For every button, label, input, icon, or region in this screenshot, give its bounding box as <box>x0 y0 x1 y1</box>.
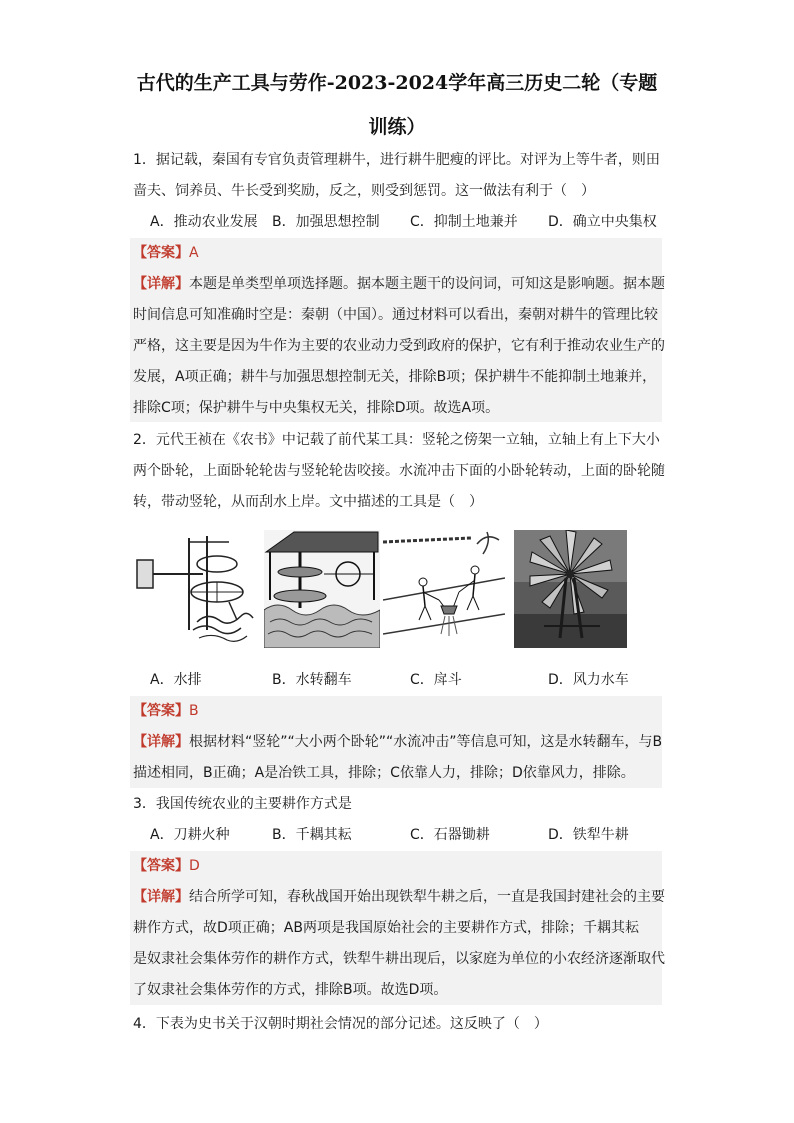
q3-explain-line-4: 了奴隶社会集体劳作的方式，排除B项。故选D项。 <box>133 982 448 998</box>
q1-answer <box>133 243 663 263</box>
q2-explain-text-1: 根据材料“竖轮”“大小两个卧轮”“水流冲击”等信息可知，这是水转翻车，与B <box>189 734 663 750</box>
q2-answer-block <box>130 696 662 788</box>
q1-option-a: A．推动农业发展 <box>150 214 258 230</box>
q2-stem-line-1: 2．元代王祯在《农书》中记载了前代某工具：竖轮之傍架一立轴，立轴上有上下大小 <box>133 432 660 448</box>
q2-stem-line-2: 两个卧轮，上面卧轮轮齿与竖轮轮齿咬接。水流冲击下面的小卧轮转动，上面的卧轮随 <box>133 463 665 479</box>
q2-option-c: C．戽斗 <box>410 672 462 688</box>
figure-scoop-bucket <box>383 530 505 648</box>
q1-explain-text-1: 本题是单类型单项选择题。据本题主题干的设问词，可知这是影响题。据本题 <box>189 276 665 292</box>
q3-options <box>150 825 670 845</box>
q2-explain-line-2: 描述相同，B正确；A是冶铁工具，排除；C依靠人力，排除；D依靠风力，排除。 <box>133 765 635 781</box>
q1-option-c: C．抑制土地兼并 <box>410 214 518 230</box>
answer-label: 【答案】 <box>133 245 189 261</box>
q1-stem-line-1: 1．据记载，秦国有专官负责管理耕牛，进行耕牛肥瘦的评比。对评为上等牛者，则田 <box>133 152 660 168</box>
q1-explain-line-2: 时间信息可知准确时空是：秦朝（中国）。通过材料可以看出，秦朝对耕牛的管理比较 <box>133 307 658 323</box>
q4-stem-line-1: 4．下表为史书关于汉朝时期社会情况的部分记述。这反映了（ ） <box>133 1016 548 1032</box>
q1-stem-line-2: 啬夫、饲养员、牛长受到奖励，反之，则受到惩罚。这一做法有利于（ ） <box>133 183 595 199</box>
q2-option-b: B．水转翻车 <box>272 672 352 688</box>
q2-option-a: A．水排 <box>150 672 202 688</box>
q3-explain-line-3: 是奴隶社会集体劳作的耕作方式，铁犁牛耕出现后，以家庭为单位的小农经济逐渐取代 <box>133 951 665 967</box>
q1-options <box>150 212 670 232</box>
q2-stem-line-3: 转，带动竖轮，从而刮水上岸。文中描述的工具是（ ） <box>133 494 483 510</box>
q1-explain-line-1 <box>133 274 663 294</box>
answer-label: 【答案】 <box>133 703 189 719</box>
q3-option-d: D．铁犁牛耕 <box>548 827 629 843</box>
q3-option-b: B．千耦其耘 <box>272 827 352 843</box>
explain-label: 【详解】 <box>133 276 189 292</box>
q2-options <box>150 670 670 690</box>
q1-answer-block <box>130 238 665 422</box>
q2-explain-line-1 <box>133 732 663 752</box>
figure-water-turned-chain-pump <box>264 530 380 648</box>
q3-option-a: A．刀耕火种 <box>150 827 230 843</box>
q3-answer-value: D <box>189 858 200 874</box>
q1-option-b: B．加强思想控制 <box>272 214 380 230</box>
q2-option-d: D．风力水车 <box>548 672 629 688</box>
figure-wind-waterwheel <box>514 530 627 648</box>
answer-label: 【答案】 <box>133 858 189 874</box>
explain-label: 【详解】 <box>133 889 189 905</box>
q3-stem-line-1: 3．我国传统农业的主要耕作方式是 <box>133 796 352 812</box>
figure-water-bellows <box>133 530 257 648</box>
q3-answer <box>133 856 663 876</box>
page-title-continued: 训练） <box>368 116 426 138</box>
page-title: 古代的生产工具与劳作-2023-2024学年高三历史二轮（专题 <box>136 72 658 94</box>
q1-explain-line-5: 排除C项；保护耕牛与中央集权无关，排除D项。故选A项。 <box>133 400 500 416</box>
q3-answer-block <box>130 851 665 1005</box>
explain-label: 【详解】 <box>133 734 189 750</box>
q1-option-d: D．确立中央集权 <box>548 214 657 230</box>
q1-explain-line-4: 发展，A项正确；耕牛与加强思想控制无关，排除B项；保护耕牛不能抑制土地兼并， <box>133 369 657 385</box>
q1-answer-value: A <box>189 245 199 261</box>
q2-answer <box>133 701 663 721</box>
q2-figures <box>133 530 627 648</box>
q3-explain-line-1 <box>133 887 663 907</box>
q1-explain-line-3: 严格，这主要是因为牛作为主要的农业动力受到政府的保护，它有利于推动农业生产的 <box>133 338 665 354</box>
q3-option-c: C．石器锄耕 <box>410 827 490 843</box>
q3-explain-line-2: 耕作方式，故D项正确；AB两项是我国原始社会的主要耕作方式，排除；千耦其耘 <box>133 920 639 936</box>
q3-explain-text-1: 结合所学可知，春秋战国开始出现铁犁牛耕之后，一直是我国封建社会的主要 <box>189 889 665 905</box>
q2-answer-value: B <box>189 703 199 719</box>
